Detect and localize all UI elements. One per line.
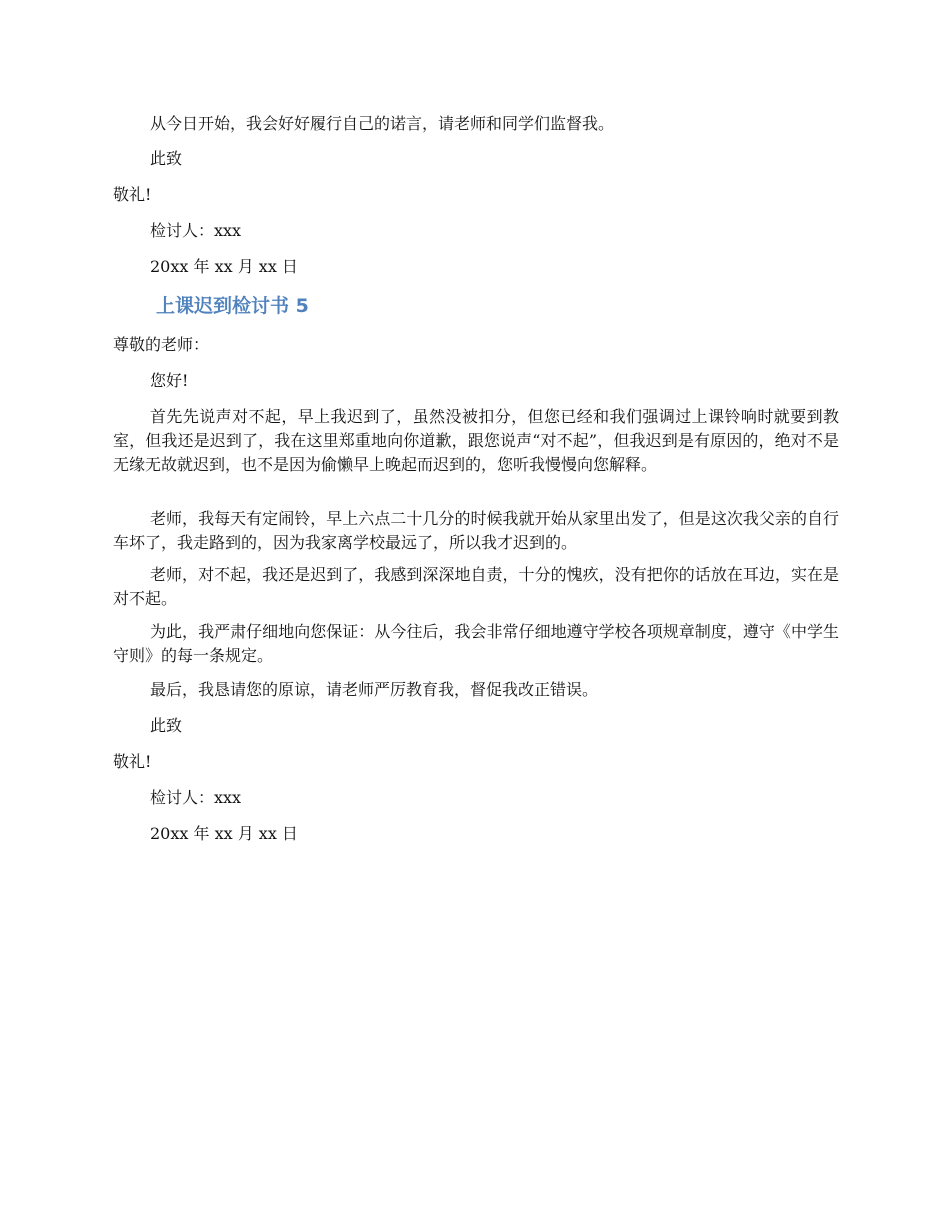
signer-line: 检讨人：xxx [150,221,242,240]
date-line: 20xx 年 xx 月 xx 日 [150,824,298,843]
promise-paragraph: 从今日开始，我会好好履行自己的诺言，请老师和同学们监督我。 [150,114,615,133]
body-paragraph: 最后，我恳请您的原谅，请老师严厉教育我，督促我改正错误。 [150,680,599,699]
body-paragraph: 为此，我严肃仔细地向您保证：从今往后，我会非常仔细地遵守学校各项规章制度，遵守《中学生守则》的每一条规定。 [113,622,839,665]
date-line: 20xx 年 xx 月 xx 日 [150,257,298,276]
closing-line-2: 敬礼! [113,185,152,204]
body-paragraph: 首先先说声对不起，早上我迟到了，虽然没被扣分，但您已经和我们强调过上课铃响时就要到教室，但我还是迟到了，我在这里郑重地向你道歉，跟您说声“对不起”，但我迟到是有原因的，绝对不是无缘无故就迟到，也不是因为偷懒早上晚起而迟到的，您听我慢慢向您解释。 [113,407,839,474]
greeting: 您好! [150,371,189,390]
salutation: 尊敬的老师： [113,335,210,354]
closing-line-2: 敬礼! [113,752,152,771]
body-paragraph: 老师，对不起，我还是迟到了，我感到深深地自责，十分的愧疚，没有把你的话放在耳边，实在是对不起。 [113,565,839,608]
signer-line: 检讨人：xxx [150,788,242,807]
closing-line-1: 此致 [150,149,183,168]
section-title: 上课迟到检讨书 5 [156,295,309,317]
closing-line-1: 此致 [150,716,183,735]
body-paragraph: 老师，我每天有定闹铃，早上六点二十几分的时候我就开始从家里出发了，但是这次我父亲的自行车坏了，我走路到的，因为我家离学校最远了，所以我才迟到的。 [113,509,839,552]
